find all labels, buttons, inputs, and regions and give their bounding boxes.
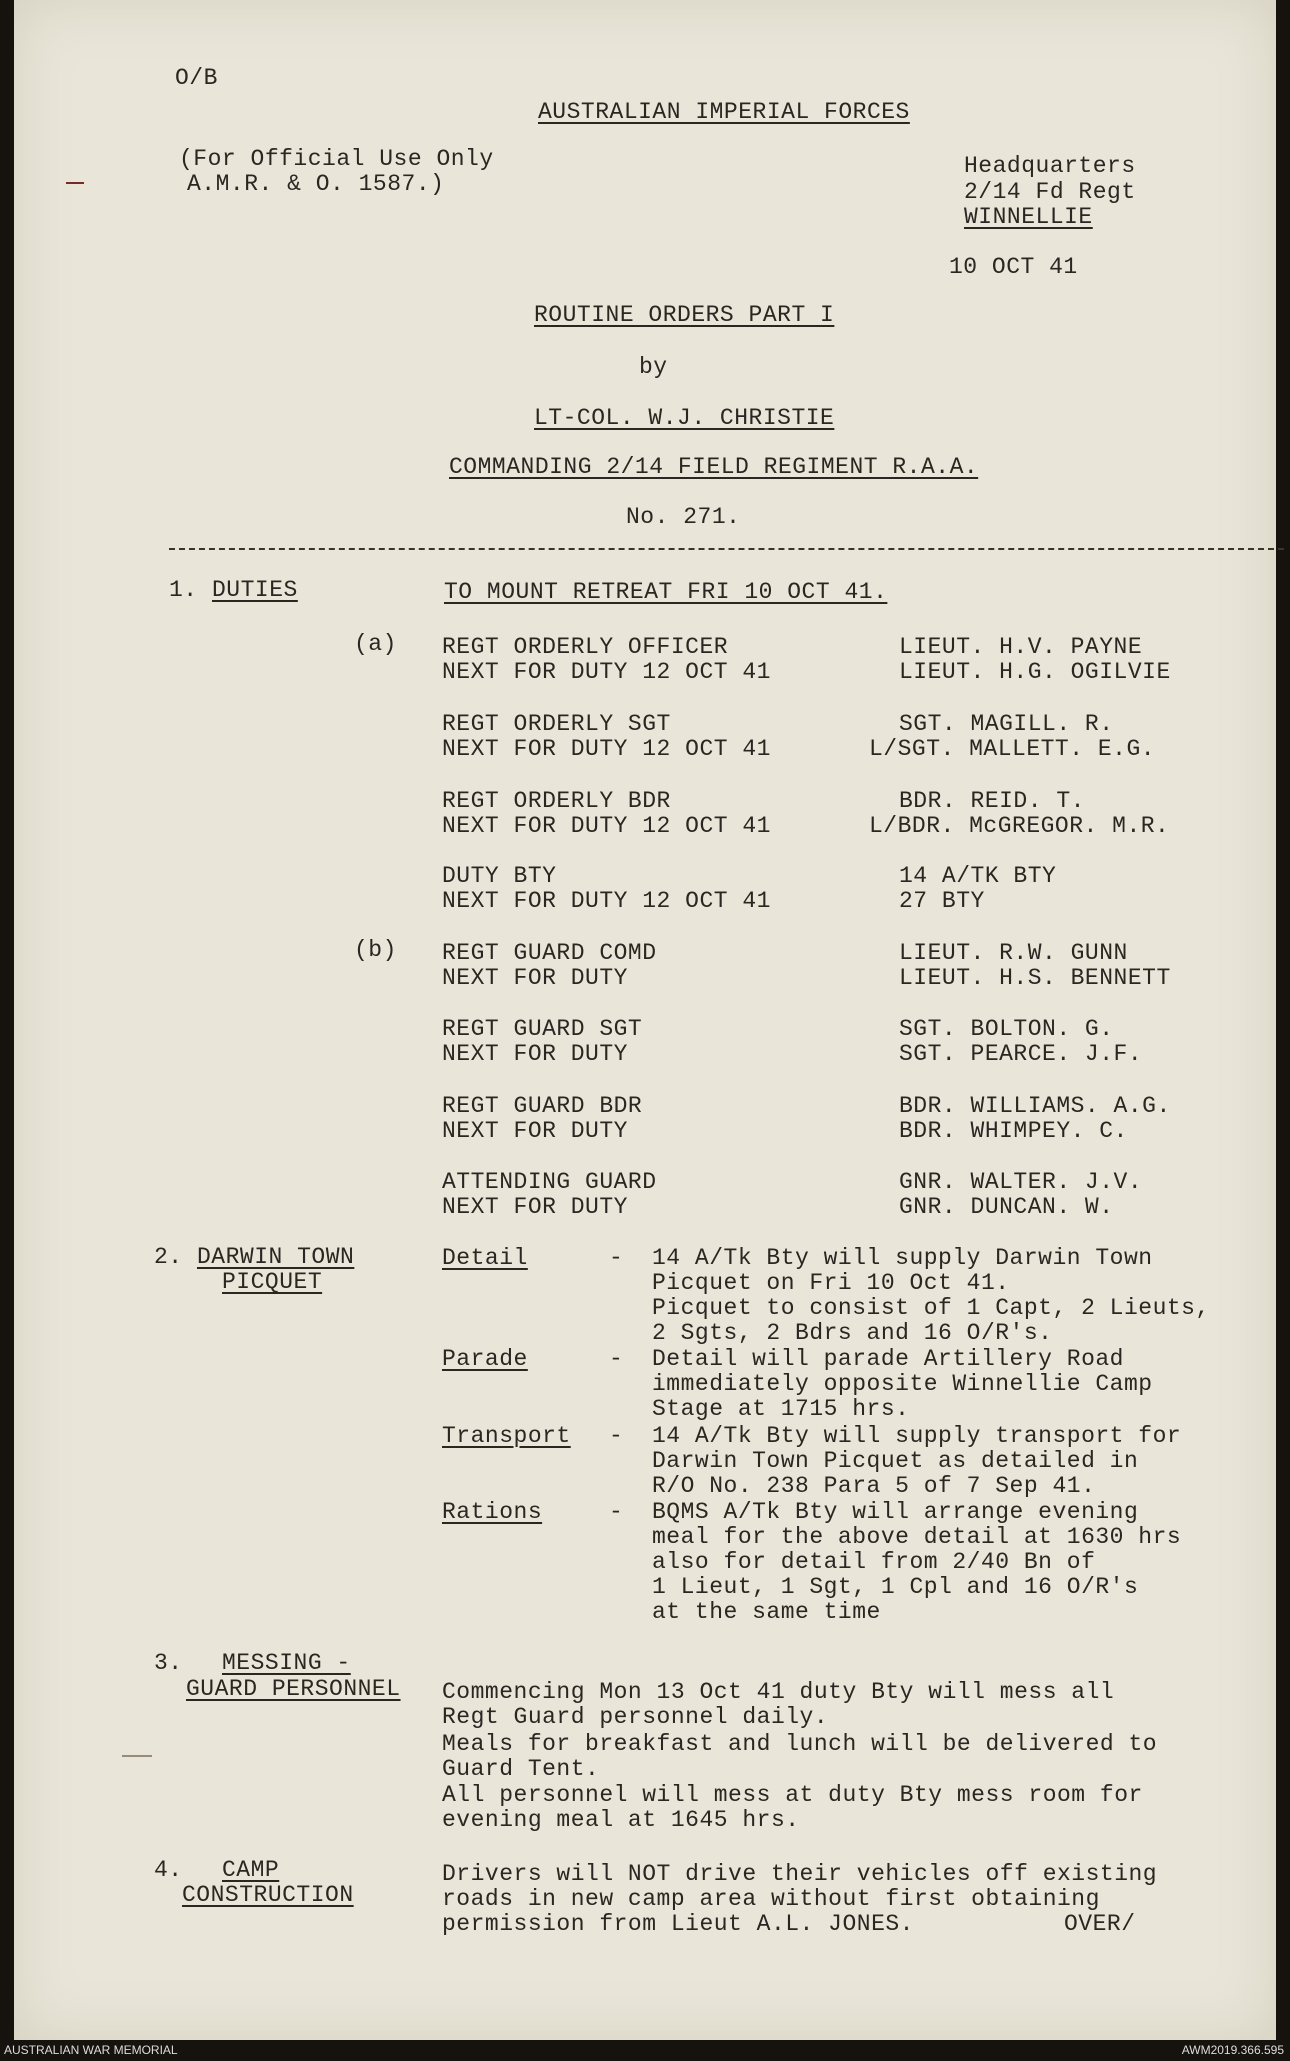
duty-person: SGT. BOLTON. G. bbox=[899, 1016, 1114, 1042]
footer-source: AUSTRALIAN WAR MEMORIAL bbox=[4, 2043, 178, 2057]
picquet-text: BQMS A/Tk Bty will arrange evening bbox=[652, 1499, 1139, 1525]
section-2-heading-line-2: PICQUET bbox=[222, 1269, 323, 1295]
picquet-text: Detail will parade Artillery Road bbox=[652, 1346, 1124, 1372]
duty-person: LIEUT. H.S. BENNETT bbox=[899, 965, 1171, 991]
official-use-line-2: A.M.R. & O. 1587.) bbox=[187, 171, 445, 197]
duty-role: REGT GUARD BDR bbox=[442, 1093, 643, 1119]
duty-person: BDR. WILLIAMS. A.G. bbox=[899, 1093, 1171, 1119]
picquet-text: at the same time bbox=[652, 1599, 881, 1625]
duty-role: ATTENDING GUARD bbox=[442, 1169, 657, 1195]
picquet-dash: - bbox=[609, 1499, 624, 1525]
duties-label-a: (a) bbox=[354, 631, 397, 657]
document-page bbox=[14, 0, 1276, 2040]
picquet-text: meal for the above detail at 1630 hrs bbox=[652, 1524, 1182, 1550]
picquet-text: R/O No. 238 Para 5 of 7 Sep 41. bbox=[652, 1473, 1096, 1499]
camp-text: roads in new camp area without first obtaining bbox=[442, 1886, 1100, 1912]
picquet-text: immediately opposite Winnellie Camp bbox=[652, 1371, 1153, 1397]
picquet-text: Stage at 1715 hrs. bbox=[652, 1396, 910, 1422]
duties-subheading: TO MOUNT RETREAT FRI 10 OCT 41. bbox=[444, 579, 888, 605]
duty-person: SGT. MAGILL. R. bbox=[899, 711, 1114, 737]
duty-role: REGT GUARD SGT bbox=[442, 1016, 643, 1042]
duty-person: GNR. DUNCAN. W. bbox=[899, 1194, 1114, 1220]
camp-text: Drivers will NOT drive their vehicles off existing bbox=[442, 1861, 1158, 1887]
picquet-dash: - bbox=[609, 1346, 624, 1372]
section-2-heading-line-1: DARWIN TOWN bbox=[197, 1244, 355, 1270]
section-4-number: 4. bbox=[154, 1857, 183, 1883]
picquet-text: 1 Lieut, 1 Sgt, 1 Cpl and 16 O/R's bbox=[652, 1574, 1139, 1600]
duty-person: GNR. WALTER. J.V. bbox=[899, 1169, 1143, 1195]
section-1-heading: DUTIES bbox=[212, 577, 298, 603]
section-1-number: 1. bbox=[169, 577, 198, 603]
official-use-line-1: (For Official Use Only bbox=[179, 146, 494, 172]
margin-mark bbox=[122, 1755, 152, 1757]
hq-line-2: 2/14 Fd Regt bbox=[964, 179, 1136, 205]
messing-text: Commencing Mon 13 Oct 41 duty Bty will mess all bbox=[442, 1679, 1115, 1705]
duty-role: NEXT FOR DUTY bbox=[442, 1118, 628, 1144]
messing-text: Meals for breakfast and lunch will be delivered to bbox=[442, 1731, 1158, 1757]
picquet-label-detail: Detail bbox=[442, 1245, 528, 1271]
duties-label-b: (b) bbox=[354, 937, 397, 963]
picquet-dash: - bbox=[609, 1245, 624, 1271]
corner-reference: O/B bbox=[175, 65, 218, 91]
camp-text: permission from Lieut A.L. JONES. bbox=[442, 1911, 914, 1937]
archive-footer bbox=[0, 2040, 1290, 2061]
section-3-number: 3. bbox=[154, 1650, 183, 1676]
messing-text: All personnel will mess at duty Bty mess room for bbox=[442, 1782, 1143, 1808]
duty-person: LIEUT. H.V. PAYNE bbox=[899, 634, 1143, 660]
picquet-text: 14 A/Tk Bty will supply transport for bbox=[652, 1423, 1182, 1449]
duty-role: REGT GUARD COMD bbox=[442, 940, 657, 966]
messing-text: evening meal at 1645 hrs. bbox=[442, 1807, 800, 1833]
picquet-dash: - bbox=[609, 1423, 624, 1449]
picquet-text: also for detail from 2/40 Bn of bbox=[652, 1549, 1096, 1575]
picquet-text: 14 A/Tk Bty will supply Darwin Town bbox=[652, 1245, 1153, 1271]
margin-mark bbox=[66, 182, 84, 184]
section-3-heading-line-2: GUARD PERSONNEL bbox=[186, 1676, 401, 1702]
duty-role: NEXT FOR DUTY bbox=[442, 965, 628, 991]
duty-person: BDR. REID. T. bbox=[899, 788, 1085, 814]
hq-line-1: Headquarters bbox=[964, 153, 1136, 179]
duty-role: REGT ORDERLY OFFICER bbox=[442, 634, 729, 660]
duty-role: NEXT FOR DUTY 12 OCT 41 bbox=[442, 888, 771, 914]
duty-person: LIEUT. H.G. OGILVIE bbox=[899, 659, 1171, 685]
picquet-text: Picquet to consist of 1 Capt, 2 Lieuts, bbox=[652, 1295, 1210, 1321]
picquet-text: Darwin Town Picquet as detailed in bbox=[652, 1448, 1139, 1474]
duty-role: NEXT FOR DUTY 12 OCT 41 bbox=[442, 659, 771, 685]
picquet-label-rations: Rations bbox=[442, 1499, 543, 1525]
messing-text: Regt Guard personnel daily. bbox=[442, 1704, 829, 1730]
duty-role: REGT ORDERLY BDR bbox=[442, 788, 671, 814]
section-4-heading-line-2: CONSTRUCTION bbox=[182, 1882, 354, 1908]
duty-role: DUTY BTY bbox=[442, 863, 557, 889]
document-heading: AUSTRALIAN IMPERIAL FORCES bbox=[538, 99, 910, 125]
duty-role: NEXT FOR DUTY bbox=[442, 1041, 628, 1067]
order-date: 10 OCT 41 bbox=[949, 254, 1078, 280]
picquet-text: 2 Sgts, 2 Bdrs and 16 O/R's. bbox=[652, 1320, 1053, 1346]
header-divider bbox=[169, 548, 1284, 550]
section-2-number: 2. bbox=[154, 1244, 183, 1270]
duty-person: L/BDR. McGREGOR. M.R. bbox=[869, 813, 1170, 839]
orders-by: by bbox=[639, 354, 668, 380]
picquet-text: Picquet on Fri 10 Oct 41. bbox=[652, 1270, 1010, 1296]
section-3-heading-line-1: MESSING - bbox=[222, 1650, 351, 1676]
commanding-officer: LT-COL. W.J. CHRISTIE bbox=[534, 405, 835, 431]
hq-line-3: WINNELLIE bbox=[964, 204, 1093, 230]
commanding-unit: COMMANDING 2/14 FIELD REGIMENT R.A.A. bbox=[449, 454, 979, 480]
section-4-heading-line-1: CAMP bbox=[222, 1857, 280, 1883]
orders-title: ROUTINE ORDERS PART I bbox=[534, 302, 835, 328]
picquet-label-transport: Transport bbox=[442, 1423, 571, 1449]
duty-person: BDR. WHIMPEY. C. bbox=[899, 1118, 1128, 1144]
over-marker: OVER/ bbox=[1064, 1911, 1136, 1937]
messing-text: Guard Tent. bbox=[442, 1756, 600, 1782]
duty-role: NEXT FOR DUTY 12 OCT 41 bbox=[442, 736, 771, 762]
duty-role: REGT ORDERLY SGT bbox=[442, 711, 671, 737]
duty-person: LIEUT. R.W. GUNN bbox=[899, 940, 1128, 966]
duty-role: NEXT FOR DUTY 12 OCT 41 bbox=[442, 813, 771, 839]
footer-accession: AWM2019.366.595 bbox=[1181, 2043, 1284, 2057]
duty-person: 14 A/TK BTY bbox=[899, 863, 1057, 889]
duty-person: 27 BTY bbox=[899, 888, 985, 914]
duty-role: NEXT FOR DUTY bbox=[442, 1194, 628, 1220]
orders-number: No. 271. bbox=[626, 504, 741, 530]
duty-person: SGT. PEARCE. J.F. bbox=[899, 1041, 1143, 1067]
picquet-label-parade: Parade bbox=[442, 1346, 528, 1372]
duty-person: L/SGT. MALLETT. E.G. bbox=[869, 736, 1156, 762]
